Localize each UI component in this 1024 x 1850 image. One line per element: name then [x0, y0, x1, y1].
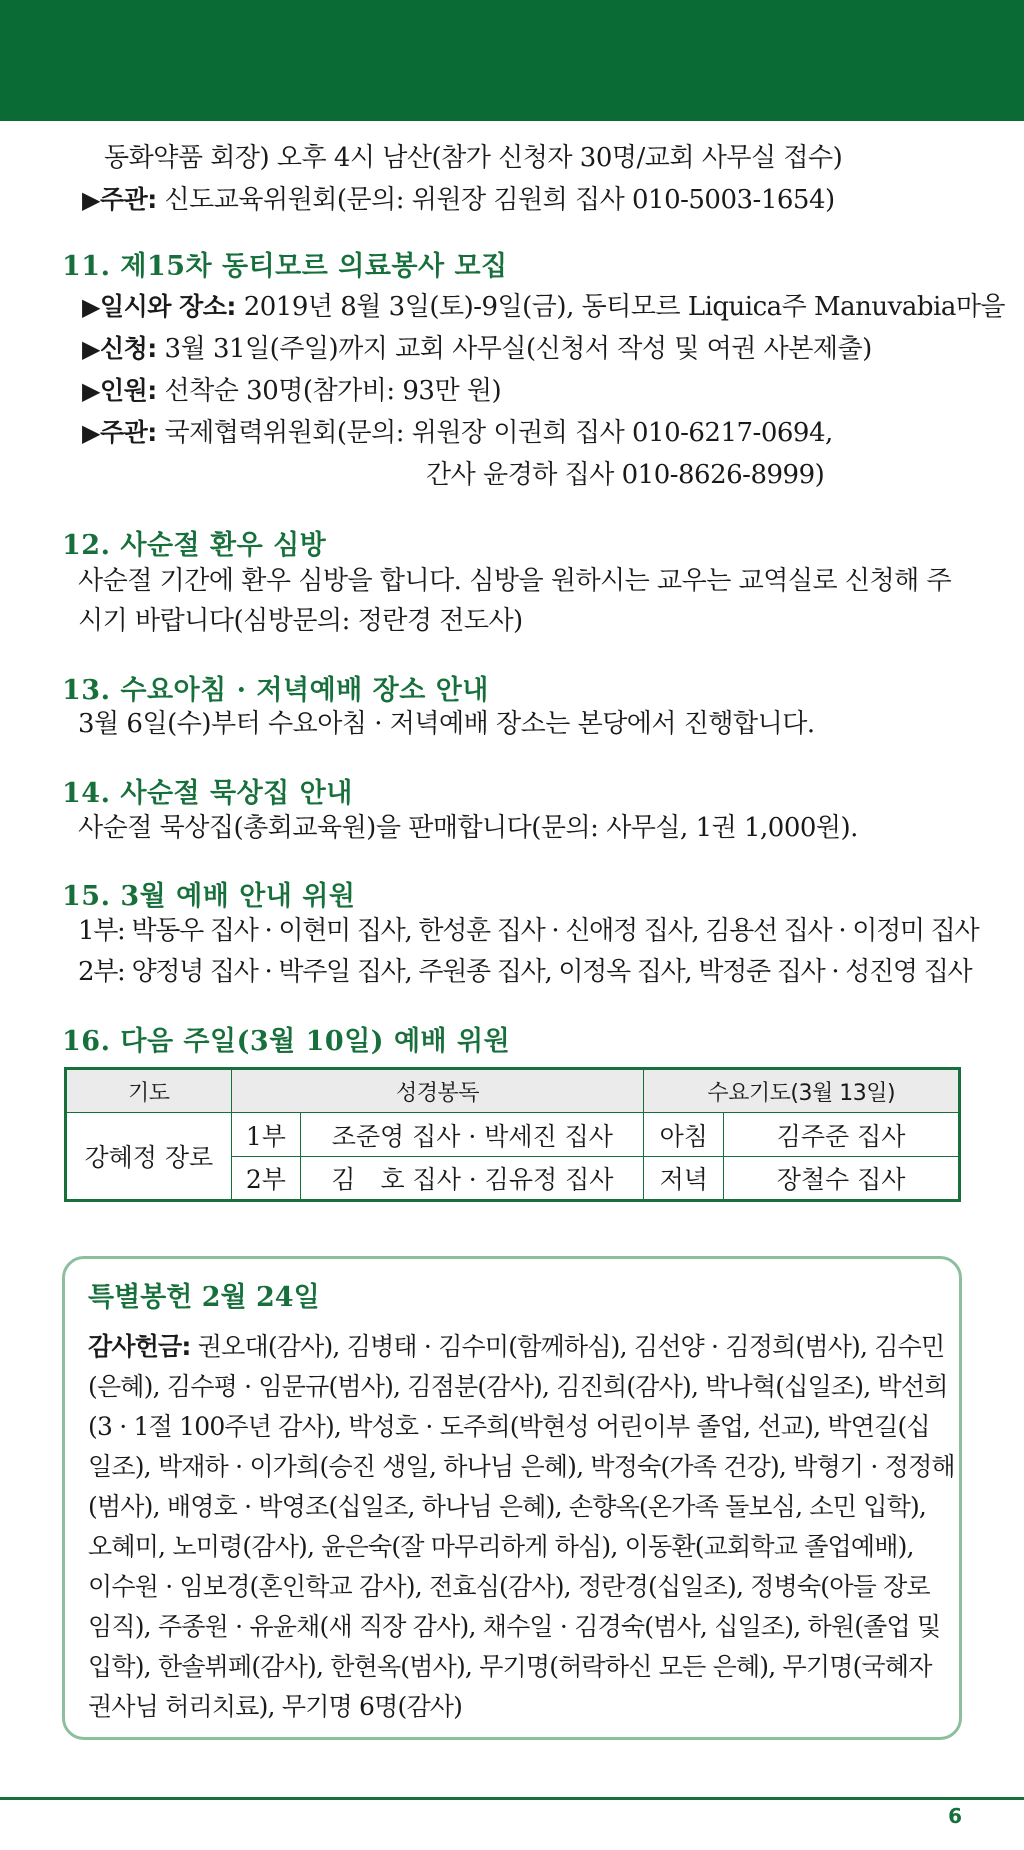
bullet-arrow-icon: ▶ [82, 335, 100, 363]
service-committee-table [64, 1067, 961, 1202]
section-11-title: 11. 제15차 동티모르 의료봉사 모집 [62, 251, 508, 282]
header-wed-prayer: 수요기도(3월 13일) [644, 1069, 960, 1113]
people-label: 인원: [99, 376, 157, 405]
apply-label: 신청: [99, 334, 157, 363]
offering-line: (은혜), 김수평 · 임문규(범사), 김점분(감사), 김진희(감사), 박나혁(십일조), 박선희 [88, 1372, 948, 1401]
intro-line: 동화약품 회장) 오후 4시 남산(참가 신청자 30명/교회 사무실 접수) [104, 143, 843, 173]
bullet-arrow-icon: ▶ [82, 186, 100, 214]
offering-line: 입학), 한솔뷔페(감사), 한현옥(범사), 무기명(허락하신 모든 은혜), 무기명(국혜자 [88, 1652, 932, 1681]
host-text: 신도교육위원회(문의: 위원장 김원희 집사 010-5003-1654) [164, 185, 835, 215]
sec11-people-line [82, 373, 501, 409]
offering-line-text: 권오대(감사), 김병태 · 김수미(함께하심), 김선양 · 김정희(범사), 김수민 [197, 1332, 945, 1361]
host-label: 주관: [99, 185, 157, 214]
sec11-host-line [82, 415, 833, 451]
section-16-title: 16. 다음 주일(3월 10일) 예배 위원 [62, 1026, 511, 1057]
part-cell: 2부 [231, 1157, 301, 1201]
offering-line: (3 · 1절 100주년 감사), 박성호 · 도주희(박현성 어린이부 졸업, 선교), 박연길(십 [88, 1412, 930, 1441]
apply-text: 3월 31일(주일)까지 교회 사무실(신청서 작성 및 여권 사본제출) [164, 334, 872, 364]
date-text: 2019년 8월 3일(토)-9일(금), 동티모르 Liquica주 Manuvabia마을 [243, 292, 1006, 322]
offering-line: 일조), 박재하 · 이가희(승진 생일, 하나님 은혜), 박정숙(가족 건강), 박형기 · 정정해 [88, 1452, 955, 1481]
sec11-host-line-2: 간사 윤경하 집사 010-8626-8999) [426, 460, 825, 490]
time-cell: 아침 [644, 1113, 724, 1157]
header-reading: 성경봉독 [231, 1069, 644, 1113]
offering-line: 임직), 주종원 · 유윤채(새 직장 감사), 채수일 · 김경숙(범사, 십일조), 하원(졸업 및 [88, 1612, 941, 1641]
offering-line [88, 1329, 944, 1365]
sec12-line-2: 시기 바랍니다(심방문의: 정란경 전도사) [78, 606, 523, 636]
wed-prayer-cell: 김주준 집사 [724, 1113, 960, 1157]
sec13-line-1: 3월 6일(수)부터 수요아침 · 저녁예배 장소는 본당에서 진행합니다. [78, 709, 815, 739]
section-12-title: 12. 사순절 환우 심방 [62, 530, 327, 561]
sec15-line-1: 1부: 박동우 집사 · 이현미 집사, 한성훈 집사 · 신애정 집사, 김용선 집사 · 이정미 집사 [78, 916, 979, 946]
sec14-line-1: 사순절 묵상집(총회교육원)을 판매합니다(문의: 사무실, 1권 1,000원). [78, 813, 858, 843]
wed-prayer-cell: 장철수 집사 [724, 1157, 960, 1201]
offering-line: 오혜미, 노미령(감사), 윤은숙(잘 마무리하게 하심), 이동환(교회학교 졸업예배), [88, 1532, 914, 1561]
readers-cell: 김 호 집사 · 김유정 집사 [301, 1157, 644, 1201]
prayer-leader: 강혜정 장로 [66, 1113, 232, 1201]
header-prayer: 기도 [66, 1069, 232, 1113]
sec12-line-1: 사순절 기간에 환우 심방을 합니다. 심방을 원하시는 교우는 교역실로 신청해 주 [78, 566, 952, 596]
table-header-row [66, 1069, 960, 1113]
people-text: 선착순 30명(참가비: 93만 원) [164, 376, 502, 406]
section-14-title: 14. 사순절 묵상집 안내 [62, 778, 353, 809]
section-13-title: 13. 수요아침 · 저녁예배 장소 안내 [62, 675, 489, 706]
part-cell: 1부 [231, 1113, 301, 1157]
header-band [0, 0, 1024, 121]
readers-cell: 조준영 집사 · 박세진 집사 [301, 1113, 644, 1157]
time-cell: 저녁 [644, 1157, 724, 1201]
offering-title: 특별봉헌 2월 24일 [88, 1282, 320, 1313]
offering-line: 권사님 허리치료), 무기명 6명(감사) [88, 1692, 463, 1721]
page-number: 6 [948, 1804, 962, 1828]
offering-label: 감사헌금: [88, 1332, 191, 1361]
sec15-line-2: 2부: 양정녕 집사 · 박주일 집사, 주원종 집사, 이정옥 집사, 박정준 집사 · 성진영 집사 [78, 957, 972, 987]
table-row [66, 1113, 960, 1157]
bullet-arrow-icon: ▶ [82, 419, 100, 447]
host-text: 국제협력위원회(문의: 위원장 이권희 집사 010-6217-0694, [164, 418, 833, 448]
sec11-date-line [82, 289, 1005, 325]
section-15-title: 15. 3월 예배 안내 위원 [62, 881, 356, 912]
offering-line: 이수원 · 임보경(혼인학교 감사), 전효심(감사), 정란경(십일조), 정병숙(아들 장로 [88, 1572, 930, 1601]
bullet-arrow-icon: ▶ [82, 293, 100, 321]
host-label: 주관: [99, 418, 157, 447]
intro-host-line [82, 182, 835, 218]
bullet-arrow-icon: ▶ [82, 377, 100, 405]
sec11-apply-line [82, 331, 872, 367]
footer-rule [0, 1797, 1024, 1800]
date-label: 일시와 장소: [99, 292, 236, 321]
offering-line: (범사), 배영호 · 박영조(십일조, 하나님 은혜), 손향옥(온가족 돌보심, 소민 입학), [88, 1492, 927, 1521]
